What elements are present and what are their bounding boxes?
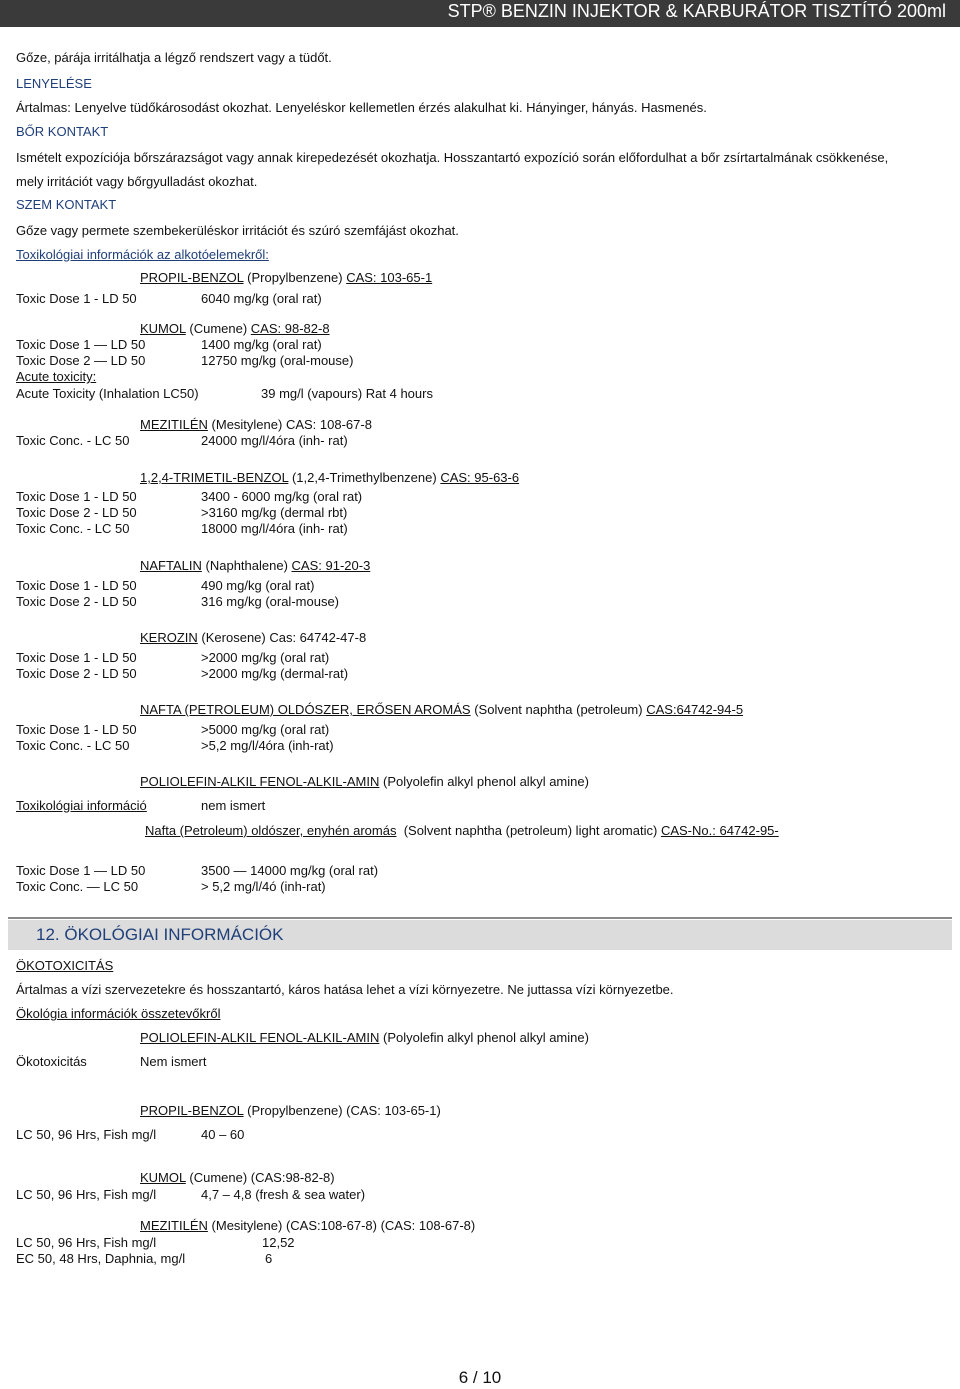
eco-component-poliolefin: POLIOLEFIN-ALKIL FENOL-ALKIL-AMIN (Polyolefin alkyl phenol alkyl amine)	[140, 1030, 589, 1045]
tox-row-value: 39 mg/l (vapours) Rat 4 hours	[261, 386, 433, 401]
tox-row-value: >5000 mg/kg (oral rat)	[201, 722, 330, 737]
eco-row-value: 12,52	[262, 1235, 295, 1250]
eco-component-propil: PROPIL-BENZOL (Propylbenzene) (CAS: 103-65-1)	[140, 1103, 441, 1118]
tox-row-value: 490 mg/kg (oral rat)	[201, 578, 315, 593]
component-mezitilen: MEZITILÉN (Mesitylene) CAS: 108-67-8	[140, 417, 372, 432]
eco-row-value: 4,7 – 4,8 (fresh & sea water)	[201, 1187, 366, 1202]
ecotox-text: Ártalmas a vízi szervezetekre és hosszantartó, káros hatása lehet a vízi környezetre. Ne juttassa vízi környezetbe.	[16, 982, 674, 997]
eye-text: Gőze vagy permete szembekerüléskor irritációt és szúró szemfájást okozhat.	[16, 223, 459, 238]
tox-row-label: Acute Toxicity (Inhalation LC50)	[16, 386, 199, 401]
tox-row-label: Toxic Conc. - LC 50	[16, 433, 130, 448]
skin-text-1: Ismételt expozíciója bőrszárazságot vagy annak kirepedezését okozhatja. Hosszantartó expozíció során előfordulhat a bőr zsírtartalmának csökkenése,	[16, 150, 889, 165]
eco-row-value: 40 – 60	[201, 1127, 245, 1142]
ecotox-heading: ÖKOTOXICITÁS	[16, 958, 114, 973]
tox-row-label: Toxic Dose 1 - LD 50	[16, 722, 137, 737]
component-propil: PROPIL-BENZOL (Propylbenzene) CAS: 103-65-1	[140, 270, 433, 285]
tox-row-value: >2000 mg/kg (dermal-rat)	[201, 666, 349, 681]
ingestion-heading: LENYELÉSE	[16, 76, 92, 91]
tox-info-label: Toxikológiai információ	[16, 798, 147, 813]
eco-row-value: 6	[265, 1251, 273, 1266]
eco-row-label: LC 50, 96 Hrs, Fish mg/l	[16, 1127, 157, 1142]
tox-row-label: Toxic Dose 2 - LD 50	[16, 505, 137, 520]
component-nafta-light: Nafta (Petroleum) oldószer, enyhén aromás (Solvent naphtha (petroleum) light aromatic) CAS-No.: 64742-95-	[145, 823, 779, 838]
component-nafta: NAFTA (PETROLEUM) OLDÓSZER, ERŐSEN AROMÁS (Solvent naphtha (petroleum) CAS:64742-94-5	[140, 702, 744, 717]
component-kumol: KUMOL (Cumene) CAS: 98-82-8	[140, 321, 330, 336]
page-number: 6 / 10	[458, 1368, 502, 1387]
tox-row-label: Toxic Conc. - LC 50	[16, 738, 130, 753]
eco-row-label: LC 50, 96 Hrs, Fish mg/l	[16, 1235, 157, 1250]
tox-row-value: >5,2 mg/l/4óra (inh-rat)	[201, 738, 334, 753]
tox-row-value: > 5,2 mg/l/4ó (inh-rat)	[201, 879, 326, 894]
component-naftalin: NAFTALIN (Naphthalene) CAS: 91-20-3	[140, 558, 371, 573]
tox-row-value: 12750 mg/kg (oral-mouse)	[201, 353, 354, 368]
tox-info-value: nem ismert	[201, 798, 266, 813]
eco-component-kumol: KUMOL (Cumene) (CAS:98-82-8)	[140, 1170, 335, 1185]
eco-row-label: Ökotoxicitás	[16, 1054, 87, 1069]
tox-row-label: Toxic Conc. — LC 50	[16, 879, 139, 894]
tox-row-value: 3400 - 6000 mg/kg (oral rat)	[201, 489, 363, 504]
tox-row-value: 18000 mg/l/4óra (inh- rat)	[201, 521, 348, 536]
tox-row-label: Toxic Dose 1 - LD 50	[16, 291, 137, 306]
tox-row-label: Toxic Dose 2 - LD 50	[16, 594, 137, 609]
page-header	[0, 0, 960, 27]
eco-components-heading: Ökológia információk összetevőkről	[16, 1006, 221, 1021]
section-12-header	[8, 920, 952, 950]
tox-row-label: Toxic Dose 1 — LD 50	[16, 863, 146, 878]
eye-heading: SZEM KONTAKT	[16, 197, 117, 212]
tox-row-value: 3500 — 14000 mg/kg (oral rat)	[201, 863, 379, 878]
tox-row-label: Toxic Dose 2 — LD 50	[16, 353, 146, 368]
tox-row-label: Toxic Dose 1 - LD 50	[16, 489, 137, 504]
component-trimetil: 1,2,4-TRIMETIL-BENZOL (1,2,4-Trimethylbenzene) CAS: 95-63-6	[140, 470, 520, 485]
tox-row-value: 316 mg/kg (oral-mouse)	[201, 594, 339, 609]
component-kerozin: KEROZIN (Kerosene) Cas: 64742-47-8	[140, 630, 367, 645]
component-poliolefin: POLIOLEFIN-ALKIL FENOL-ALKIL-AMIN (Polyolefin alkyl phenol alkyl amine)	[140, 774, 589, 789]
section-12-title: 12. ÖKOLÓGIAI INFORMÁCIÓK	[36, 925, 284, 944]
tox-row-label: Toxic Dose 1 - LD 50	[16, 578, 137, 593]
tox-heading: Toxikológiai információk az alkotóelemekről:	[16, 247, 269, 262]
tox-row-label: Toxic Conc. - LC 50	[16, 521, 130, 536]
skin-text-2: mely irritációt vagy bőrgyulladást okozhat.	[16, 174, 258, 189]
acute-toxicity-heading: Acute toxicity:	[16, 369, 97, 384]
tox-row-value: >2000 mg/kg (oral rat)	[201, 650, 330, 665]
inhalation-text: Gőze, párája irritálhatja a légző rendszert vagy a tüdőt.	[16, 50, 332, 65]
tox-row-label: Toxic Dose 1 — LD 50	[16, 337, 146, 352]
ingestion-text: Ártalmas: Lenyelve tüdőkárosodást okozhat. Lenyeléskor kellemetlen érzés alakulhat ki. Hányinger, hányás. Hasmenés.	[16, 100, 707, 115]
tox-row-value: 6040 mg/kg (oral rat)	[201, 291, 322, 306]
eco-row-label: EC 50, 48 Hrs, Daphnia, mg/l	[16, 1251, 186, 1266]
tox-row-label: Toxic Dose 2 - LD 50	[16, 666, 137, 681]
document-title: STP® BENZIN INJEKTOR & KARBURÁTOR TISZTÍTÓ 200ml	[447, 1, 946, 21]
tox-row-value: >3160 mg/kg (dermal rbt)	[201, 505, 348, 520]
tox-row-value: 1400 mg/kg (oral rat)	[201, 337, 322, 352]
tox-row-value: 24000 mg/l/4óra (inh- rat)	[201, 433, 348, 448]
skin-heading: BŐR KONTAKT	[16, 124, 109, 139]
eco-row-value: Nem ismert	[140, 1054, 207, 1069]
tox-row-label: Toxic Dose 1 - LD 50	[16, 650, 137, 665]
section-divider	[8, 917, 952, 919]
eco-component-mezitilen: MEZITILÉN (Mesitylene) (CAS:108-67-8) (CAS: 108-67-8)	[140, 1218, 476, 1233]
eco-row-label: LC 50, 96 Hrs, Fish mg/l	[16, 1187, 157, 1202]
